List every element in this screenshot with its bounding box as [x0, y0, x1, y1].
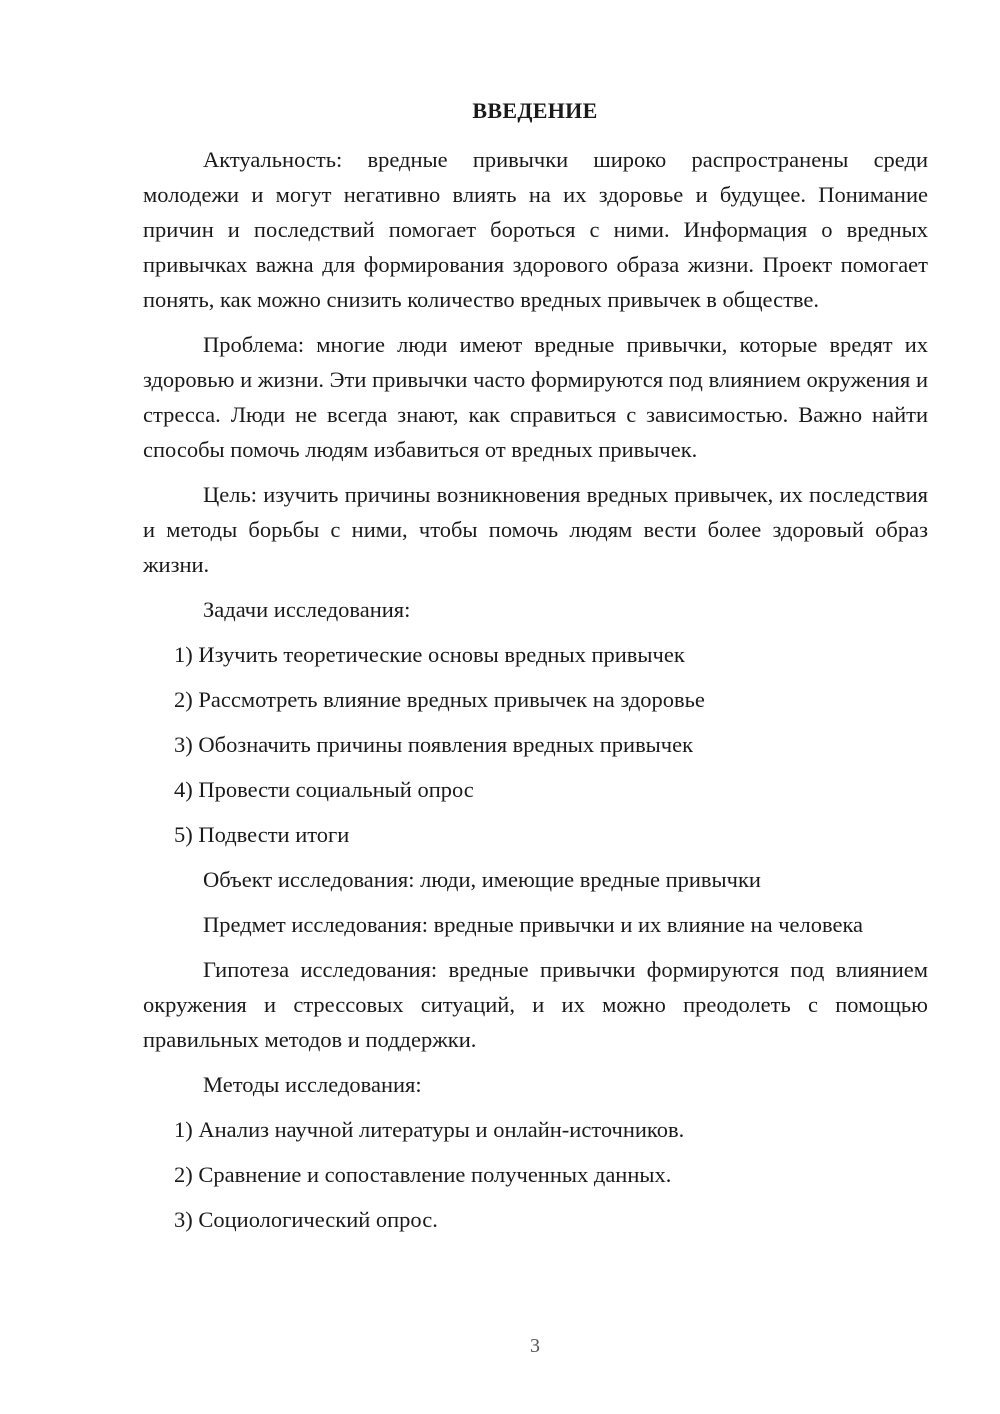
- problem-paragraph: Проблема: многие люди имеют вредные привычки, которые вредят их здоровью и жизни. Эти привычки часто формируются под влиянием окружения и стресса. Люди не всегда знают, как справиться с зависимостью. Важно найти способы помочь людям избавиться от вредных привычек.: [143, 332, 928, 462]
- task-item: 2) Рассмотреть влияние вредных привычек на здоровье: [174, 687, 705, 712]
- goal-paragraph: Цель: изучить причины возникновения вредных привычек, их последствия и методы борьбы с ними, чтобы помочь людям вести более здоровый образ жизни.: [143, 482, 928, 577]
- tasks-heading: Задачи исследования:: [203, 597, 411, 622]
- hypothesis-paragraph: Гипотеза исследования: вредные привычки формируются под влиянием окружения и стрессовых ситуаций, и их можно преодолеть с помощью правильных методов и поддержки.: [143, 957, 928, 1052]
- document-body: [143, 142, 928, 1237]
- methods-heading: Методы исследования:: [203, 1072, 422, 1097]
- task-item: 5) Подвести итоги: [174, 822, 350, 847]
- method-item: 3) Социологический опрос.: [174, 1207, 438, 1232]
- method-item: 2) Сравнение и сопоставление полученных данных.: [174, 1162, 672, 1187]
- method-item: 1) Анализ научной литературы и онлайн-источников.: [174, 1117, 685, 1142]
- page-number: 3: [530, 1335, 540, 1357]
- task-item: 1) Изучить теоретические основы вредных привычек: [174, 642, 685, 667]
- object-line: Объект исследования: люди, имеющие вредные привычки: [203, 867, 761, 892]
- subject-line: Предмет исследования: вредные привычки и их влияние на человека: [203, 912, 864, 937]
- tasks-list: [143, 637, 928, 852]
- relevance-paragraph: Актуальность: вредные привычки широко распространены среди молодежи и могут негативно влиять на их здоровье и будущее. Понимание причин и последствий помогает бороться с ними. Информация о вредных привычках важна для формирования здорового образа жизни. Проект помогает понять, как можно снизить количество вредных привычек в обществе.: [143, 147, 928, 312]
- page-title: ВВЕДЕНИЕ: [472, 98, 598, 123]
- task-item: 4) Провести социальный опрос: [174, 777, 474, 802]
- methods-list: [143, 1112, 928, 1237]
- task-item: 3) Обозначить причины появления вредных привычек: [174, 732, 694, 757]
